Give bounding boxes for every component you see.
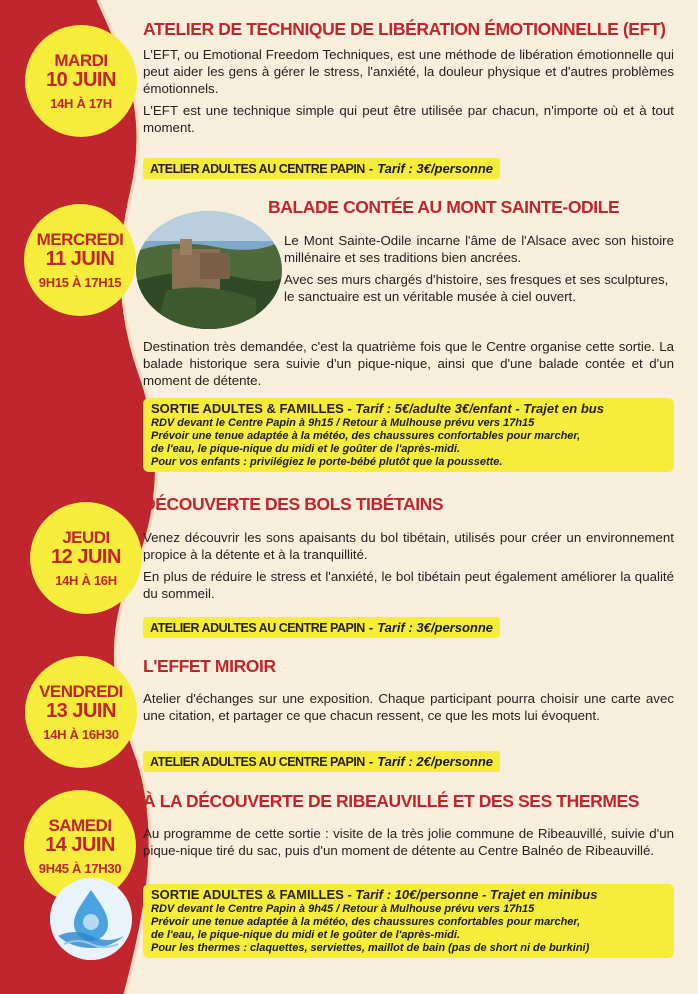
event-description-effet-miroir	[143, 690, 674, 729]
date-day: MERCREDI	[36, 229, 124, 249]
date-day: SAMEDI	[48, 815, 112, 835]
event-title-effet-miroir: L'EFFET MIROIR	[143, 656, 276, 676]
date-time: 9H15 À 17H15	[38, 274, 122, 290]
event-place: ATELIER ADULTES AU CENTRE PAPIN	[150, 620, 365, 635]
paragraph: L'EFT, ou Emotional Freedom Techniques, est une méthode de libération émotionnelle qui peut aider les gens à gérer le stress, l'anxiété, la douleur physique et d'autres problèmes émotionnels.	[143, 47, 674, 96]
event-place: SORTIE ADULTES & FAMILLES	[151, 401, 344, 416]
info-header	[151, 887, 666, 903]
event-description-bols-tibetains	[143, 529, 674, 607]
info-line: Pour les thermes : claquettes, serviettes, maillot de bain (pas de short ni de burkini)	[151, 942, 590, 954]
separator: -	[368, 161, 374, 176]
event-place: ATELIER ADULTES AU CENTRE PAPIN	[150, 754, 365, 769]
date-time: 14H À 17H	[50, 95, 112, 111]
date-badge-friday	[25, 656, 137, 768]
event-info-box-sainte-odile	[143, 398, 674, 472]
date-day: VENDREDI	[39, 681, 123, 701]
date-day: MARDI	[54, 50, 108, 70]
date-number: 10 JUIN	[46, 68, 116, 91]
event-description-eft	[143, 46, 674, 141]
info-header	[151, 401, 666, 417]
event-title-eft: ATELIER DE TECHNIQUE DE LIBÉRATION ÉMOTIONNELLE (EFT)	[143, 19, 666, 39]
event-tarif: Tarif : 5€/adulte 3€/enfant - Trajet en bus	[355, 401, 604, 416]
paragraph: Atelier d'échanges sur une exposition. Chaque participant pourra choisir une carte avec une citation, et partager ce que chacun ressent, ce que les mots lui évoquent.	[143, 691, 674, 723]
event-tarif: Tarif : 2€/personne	[377, 754, 494, 769]
date-time: 9H45 À 17H30	[38, 860, 122, 876]
separator: -	[368, 754, 374, 769]
paragraph: Au programme de cette sortie : visite de la très jolie commune de Ribeauvillé, suivie d'un pique-nique tiré du sac, puis d'un moment de détente au Centre Balnéo de Ribeauvillé.	[143, 826, 674, 858]
date-badge-thursday	[30, 502, 142, 614]
event-info-box-ribeauville	[143, 884, 674, 958]
date-time: 14H À 16H	[55, 572, 117, 588]
event-tag-effet-miroir	[143, 751, 500, 772]
separator: -	[368, 620, 374, 635]
event-tarif: Tarif : 10€/personne - Trajet en minibus	[355, 887, 598, 902]
separator: -	[347, 401, 356, 416]
info-line: RDV devant le Centre Papin à 9h45 / Retour à Mulhouse prévu vers 17h15	[151, 903, 535, 915]
date-number: 14 JUIN	[45, 833, 115, 856]
event-tarif: Tarif : 3€/personne	[377, 161, 494, 176]
paragraph: En plus de réduire le stress et l'anxiété, le bol tibétain peut également améliorer la qualité du sommeil.	[143, 569, 674, 601]
event-tag-eft	[143, 158, 500, 179]
event-description-ribeauville	[143, 825, 674, 864]
event-title-ribeauville: À LA DÉCOUVERTE DE RIBEAUVILLÉ ET DES SES THERMES	[143, 791, 640, 811]
date-badge-wednesday	[24, 204, 136, 316]
date-number: 11 JUIN	[45, 247, 115, 270]
event-description-sainte-odile	[143, 338, 674, 394]
event-title-bols-tibetains: DÉCOUVERTE DES BOLS TIBÉTAINS	[143, 494, 444, 514]
date-badge-tuesday	[25, 25, 137, 137]
info-line: de l'eau, le pique-nique du midi et le goûter de l'après-midi.	[151, 929, 460, 941]
date-number: 13 JUIN	[46, 699, 116, 722]
event-place: SORTIE ADULTES & FAMILLES	[151, 887, 344, 902]
water-drop-logo-icon	[50, 878, 132, 960]
event-tag-bols-tibetains	[143, 617, 500, 638]
info-line: Pour vos enfants : privilégiez le porte-bébé plutôt que la poussette.	[151, 456, 503, 468]
info-line: RDV devant le Centre Papin à 9h15 / Retour à Mulhouse prévu vers 17h15	[151, 417, 535, 429]
mont-sainte-odile-photo	[136, 211, 282, 329]
paragraph: Venez découvrir les sons apaisants du bol tibétain, utilisés pour créer un environnement propice à la détente et à la tranquillité.	[143, 530, 674, 562]
date-time: 14H À 16H30	[43, 726, 119, 742]
event-intro-sainte-odile	[284, 232, 674, 310]
event-place: ATELIER ADULTES AU CENTRE PAPIN	[150, 161, 365, 176]
date-day: JEUDI	[62, 527, 110, 547]
info-line: de l'eau, le pique-nique du midi et le goûter de l'après-midi.	[151, 443, 460, 455]
event-title-sainte-odile: BALADE CONTÉE AU MONT SAINTE-ODILE	[268, 197, 620, 217]
paragraph: Le Mont Sainte-Odile incarne l'âme de l'Alsace avec son histoire millénaire et ses traditions bien ancrées.	[284, 233, 674, 265]
event-tarif: Tarif : 3€/personne	[377, 620, 494, 635]
separator: -	[347, 887, 356, 902]
paragraph: Avec ses murs chargés d'histoire, ses fresques et ses sculptures, le sanctuaire est un véritable musée à ciel ouvert.	[284, 272, 669, 304]
paragraph: Destination très demandée, c'est la quatrième fois que le Centre organise cette sortie. La balade historique sera suivie d'un pique-nique, ainsi que d'une balade contée et d'un moment de détente.	[143, 339, 674, 388]
info-line: Prévoir une tenue adaptée à la météo, des chaussures confortables pour marcher,	[151, 916, 581, 928]
paragraph: L'EFT est une technique simple qui peut être utilisée par chacun, n'importe où et à tout moment.	[143, 103, 674, 135]
date-number: 12 JUIN	[51, 545, 121, 568]
info-line: Prévoir une tenue adaptée à la météo, des chaussures confortables pour marcher,	[151, 430, 581, 442]
